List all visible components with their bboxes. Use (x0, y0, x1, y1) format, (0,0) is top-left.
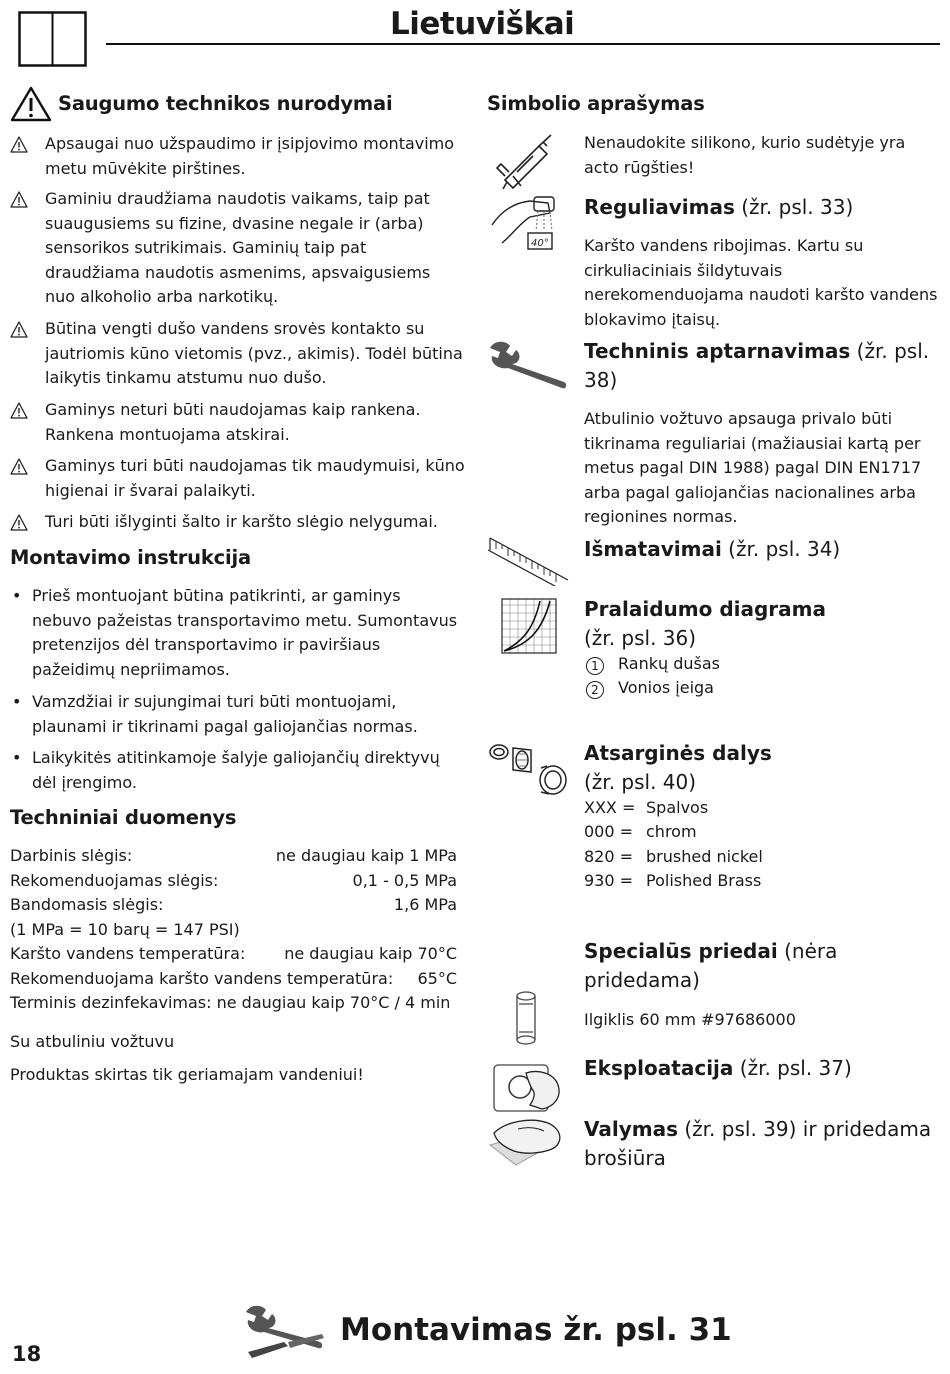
spare-label: brushed nickel (646, 846, 763, 866)
service-title (584, 337, 934, 395)
techdata-row (10, 869, 457, 894)
regulation-text: Karšto vandens ribojimas. Kartu su cirkuliaciniais šildytuvais nerekomenduojama naudoti karšto vandens blokavimo įtaisų. (584, 236, 938, 329)
bullet-dot: • (12, 692, 22, 711)
operation-hand-icon (492, 1055, 564, 1115)
bullet-dot: • (12, 748, 22, 767)
techdata-row (10, 991, 457, 1016)
flow-ref: (žr. psl. 36) (584, 626, 697, 650)
symbols-heading: Simbolio aprašymas (487, 92, 705, 115)
techdata-value: ne daugiau kaip 1 MPa (275, 846, 457, 865)
techdata-label: Bandomasis slėgis: (10, 895, 164, 914)
operation-title (584, 1054, 852, 1083)
flow-title (584, 595, 826, 624)
techdata-value: 0,1 - 0,5 MPa (352, 870, 457, 890)
techdata-row (10, 844, 457, 869)
accessories-ref: (nėra pridedama) (584, 939, 838, 992)
techdata-value: ne daugiau kaip 70°C (284, 944, 457, 963)
safety-item (10, 317, 465, 392)
extension-icon (510, 990, 542, 1048)
dimensions-title-strong: Išmatavimai (584, 537, 722, 561)
bullet-dot: • (12, 586, 22, 605)
warning-small-icon (10, 321, 28, 338)
safety-item (10, 398, 465, 448)
regulation-ref: (žr. psl. 33) (734, 195, 854, 219)
spares-ref: (žr. psl. 40) (584, 770, 697, 794)
mounting-item-text: Laikykitės atitinkamoje šalyje galiojančių direktyvų dėl įrengimo. (32, 748, 440, 792)
flow-item-1-label: Rankų dušas (618, 654, 720, 673)
techdata-row (10, 893, 457, 918)
cleaning-ref: (žr. psl. 39) ir pridedama brošiūra (584, 1117, 932, 1170)
silicone-gun-icon (495, 132, 557, 190)
spare-code: XXX = (584, 798, 636, 817)
safety-item-text: Gaminys turi būti naudojamas tik maudymuisi, kūno higienai ir švarai palaikyti. (45, 456, 465, 500)
thermostat-hand-icon (490, 195, 562, 253)
page-number: 18 (12, 1342, 42, 1366)
cleaning-hand-icon (486, 1115, 566, 1167)
dimensions-ref: (žr. psl. 34) (721, 537, 841, 561)
safety-item (10, 187, 465, 312)
safety-item-text: Gaminys neturi būti naudojamas kaip rankena. Rankena montuojama atskirai. (45, 400, 421, 444)
warning-small-icon (10, 402, 28, 419)
footer-title: Montavimas žr. psl. 31 (340, 1312, 732, 1348)
accessories-title-strong: Specialūs priedai (584, 939, 778, 963)
techdata-value: 65°C (417, 968, 457, 988)
safety-item-text: Turi būti išlyginti šalto ir karšto slėgio nelygumai. (45, 512, 438, 531)
mounting-item-text: Prieš montuojant būtina patikrinti, ar gaminys nebuvo pažeistas transportavimo metu. Sumontavus pretenzijos dėl transportavimo ir paviršiaus pažeidimų nepriimamos. (32, 586, 458, 679)
silicone-text: Nenaudokite silikono, kurio sudėtyje yra acto rūgšties! (584, 133, 906, 177)
warning-small-icon (10, 136, 28, 153)
tools-icon (244, 1302, 328, 1362)
wrench-icon (486, 338, 570, 390)
safety-item-text: Būtina vengti dušo vandens srovės kontakto su jautriomis kūno vietomis (pvz., akimis). Todėl būtina laikytis tinkamu atstumu nuo dušo. (45, 319, 463, 387)
service-title-strong: Techninis aptarnavimas (584, 339, 851, 363)
safety-item-text: Apsaugai nuo užspaudimo ir įsipjovimo montavimo metu mūvėkite pirštines. (45, 134, 455, 178)
header-rule (106, 43, 940, 45)
spare-label: Polished Brass (646, 870, 762, 890)
spare-row (584, 796, 708, 821)
flow-title-strong: Pralaidumo diagrama (584, 597, 827, 621)
flow-item-bath-inlet (586, 676, 714, 701)
service-ref: (žr. psl. 38) (584, 339, 930, 392)
operation-ref: (žr. psl. 37) (733, 1056, 852, 1080)
warning-small-icon (10, 191, 28, 208)
book-icon (18, 11, 88, 71)
warning-icon (10, 86, 52, 126)
safety-item-text: Gaminiu draudžiama naudotis vaikams, taip pat suaugusiems su fizine, dvasine negale ir (arba) sensorikos sutrikimais. Gaminių taip pat draudžiama naudotis asmenims, apsvaigusiems nuo alkoholio arba narkotikų. (45, 189, 431, 306)
techdata-row (10, 942, 457, 967)
service-text: Atbulinio vožtuvo apsauga privalo būti tikrinama reguliariai (mažiausiai kartą per metus pagal DIN 1988) pagal DIN EN1717 arba pagal galiojančias nacionalines arba regionines normas. (584, 409, 922, 526)
techdata-value: 1,6 MPa (393, 895, 457, 914)
spare-parts-icon (487, 738, 571, 798)
flow-diagram-icon (500, 597, 558, 655)
accessories-title (584, 937, 929, 995)
safety-item (10, 454, 465, 504)
techdata-row (10, 918, 457, 943)
cleaning-title-strong: Valymas (584, 1117, 679, 1141)
flow-item-hand-shower (586, 652, 720, 677)
dimensions-title (584, 535, 840, 564)
spare-code: 930 = (584, 870, 634, 890)
spare-label: Spalvos (646, 798, 709, 817)
techdata-label: (1 MPa = 10 barų = 147 PSI) (10, 919, 240, 939)
flow-item-number-1: 1 (586, 657, 604, 675)
mounting-item-text: Vamzdžiai ir sujungimai turi būti montuojami, plaunami ir tikrinami pagal galiojančias normas. (32, 692, 418, 736)
spare-code: 000 = (584, 822, 634, 842)
safety-item (10, 132, 465, 182)
ruler-icon (488, 534, 570, 586)
safety-item (10, 510, 465, 535)
accessories-text: Ilgiklis 60 mm #97686000 (584, 1010, 796, 1029)
thermo-display-label: 40° (531, 238, 549, 249)
spare-code: 820 = (584, 846, 634, 866)
page-title: Lietuviškai (390, 6, 575, 42)
spare-row (584, 845, 763, 870)
techdata-label: Darbinis slėgis: (10, 846, 133, 865)
warning-small-icon (10, 514, 28, 531)
spares-title-strong: Atsarginės dalys (584, 741, 772, 765)
cleaning-title (584, 1115, 934, 1173)
regulation-title-strong: Reguliavimas (584, 195, 735, 219)
warning-small-icon (10, 458, 28, 475)
techdata-row (10, 967, 457, 992)
flow-item-number-2: 2 (586, 681, 604, 699)
techdata-heading: Techniniai duomenys (10, 806, 237, 829)
techdata-label: Rekomenduojama karšto vandens temperatūra: (10, 968, 394, 988)
operation-title-strong: Eksploatacija (584, 1056, 734, 1080)
techdata-label: Rekomenduojamas slėgis: (10, 870, 219, 890)
techdata-note-valve: Su atbuliniu vožtuvu (10, 1032, 175, 1051)
techdata-label: Karšto vandens temperatūra: (10, 944, 246, 963)
techdata-note-water: Produktas skirtas tik geriamajam vandeniui! (10, 1065, 364, 1084)
spares-title (584, 739, 772, 768)
mounting-heading: Montavimo instrukcija (10, 546, 251, 569)
safety-heading: Saugumo technikos nurodymai (58, 92, 393, 115)
spare-label: chrom (646, 822, 697, 842)
regulation-title (584, 193, 853, 222)
spare-row (584, 869, 761, 894)
flow-item-2-label: Vonios įeiga (618, 678, 714, 697)
spare-row (584, 820, 697, 845)
techdata-label: Terminis dezinfekavimas: ne daugiau kaip 70°C / 4 min (10, 993, 451, 1012)
